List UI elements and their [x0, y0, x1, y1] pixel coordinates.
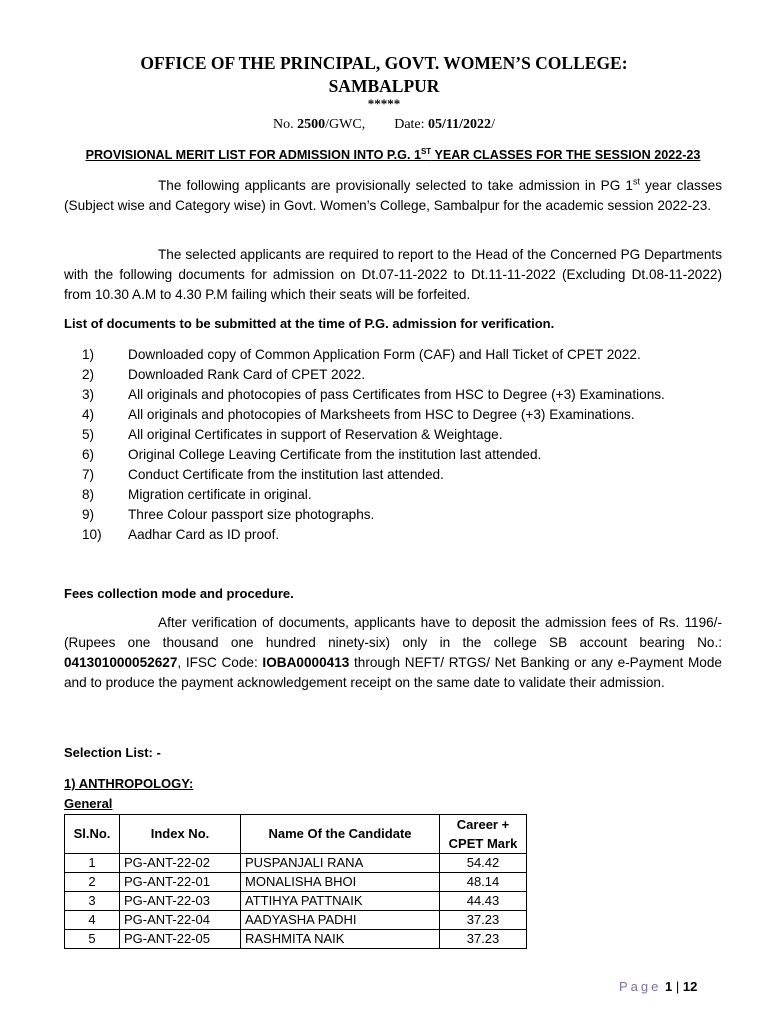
document-item-text: All originals and photocopies of Marksheets from HSC to Degree (+3) Examinations.: [128, 407, 635, 422]
ref-no-value: 2500: [297, 117, 326, 132]
document-item-text: Three Colour passport size photographs.: [128, 507, 375, 522]
cell-mark: 37.23: [440, 911, 527, 930]
document-item-text: Downloaded copy of Common Application Form (CAF) and Hall Ticket of CPET 2022.: [128, 347, 641, 362]
page-separator: |: [675, 979, 680, 994]
para1-pre: The following applicants are provisionally selected to take admission in PG 1: [158, 178, 633, 193]
cell-index: PG-ANT-22-01: [120, 873, 241, 892]
documents-list: [64, 345, 744, 545]
cell-index: PG-ANT-22-04: [120, 911, 241, 930]
report-paragraph: [64, 245, 722, 305]
document-item-text: Downloaded Rank Card of CPET 2022.: [128, 367, 366, 382]
document-item: [64, 345, 744, 365]
heading-pre: PROVISIONAL MERIT LIST FOR ADMISSION INTO P.G. 1: [85, 148, 421, 163]
subject-heading: 1) ANTHROPOLOGY:: [64, 776, 194, 791]
cell-name: AADYASHA PADHI: [241, 911, 440, 930]
fees-text1: After verification of documents, applicants have to deposit the admission fees of Rs. 1196/- (Rupees one thousand one hundred ninety-six) only in the college SB account bearing No.:: [64, 615, 722, 650]
document-item-number: 7): [82, 467, 95, 482]
cell-slno: 1: [65, 854, 120, 873]
document-item-text: Original College Leaving Certificate from the institution last attended.: [128, 447, 542, 462]
cell-mark: 54.42: [440, 854, 527, 873]
table-row: [65, 930, 527, 949]
ref-no-suffix: /GWC,: [325, 117, 366, 132]
cell-index: PG-ANT-22-05: [120, 930, 241, 949]
table-row: [65, 892, 527, 911]
document-item-number: 5): [82, 427, 95, 442]
document-item-number: 6): [82, 447, 95, 462]
document-item: [64, 525, 744, 545]
office-title-line1: OFFICE OF THE PRINCIPAL, GOVT. WOMEN’S COLLEGE:: [140, 53, 628, 73]
cell-mark: 37.23: [440, 930, 527, 949]
table-row: [65, 911, 527, 930]
document-item-text: Migration certificate in original.: [128, 487, 312, 502]
cell-mark: 48.14: [440, 873, 527, 892]
col-header-name: Name Of the Candidate: [241, 815, 440, 854]
document-item: [64, 425, 744, 445]
document-item: [64, 365, 744, 385]
ref-no-label: No.: [273, 117, 298, 132]
page-footer: [619, 979, 697, 994]
page-current: 1: [665, 979, 673, 994]
document-item-number: 8): [82, 487, 95, 502]
document-item-text: Aadhar Card as ID proof.: [128, 527, 280, 542]
table-row: [65, 873, 527, 892]
document-item-number: 2): [82, 367, 95, 382]
document-item-text: Conduct Certificate from the institution last attended.: [128, 467, 444, 482]
para1-sup: st: [632, 176, 640, 187]
para1-post: year classes (Subject wise and Category wise) in Govt. Women’s College, Sambalpur for the academic session 2022-23.: [64, 178, 723, 213]
cell-index: PG-ANT-22-02: [120, 854, 241, 873]
heading-post: YEAR CLASSES FOR THE SESSION 2022-23: [431, 148, 701, 163]
document-item: [64, 445, 744, 465]
page-word: Page: [619, 979, 662, 994]
document-item-number: 10): [82, 527, 102, 542]
cell-name: PUSPANJALI RANA: [241, 854, 440, 873]
title-stars: *****: [367, 96, 401, 111]
col-header-mark: [440, 815, 527, 854]
cell-slno: 5: [65, 930, 120, 949]
cell-index: PG-ANT-22-03: [120, 892, 241, 911]
heading-sup: ST: [420, 147, 432, 156]
fees-text2: , IFSC Code:: [177, 655, 263, 670]
fees-heading: Fees collection mode and procedure.: [64, 586, 294, 601]
document-item-text: All original Certificates in support of Reservation & Weightage.: [128, 427, 503, 442]
selection-heading: Selection List: -: [64, 745, 161, 760]
date-value: 05/11/2022: [428, 117, 492, 132]
col-header-mark-line2: CPET Mark: [448, 836, 518, 851]
table-row: [65, 854, 527, 873]
col-header-slno: Sl.No.: [65, 815, 120, 854]
date-suffix: /: [491, 117, 495, 132]
col-header-index: Index No.: [120, 815, 241, 854]
document-item-text: All originals and photocopies of pass Certificates from HSC to Degree (+3) Examinations.: [128, 387, 665, 402]
document-item-number: 1): [82, 347, 95, 362]
document-item-number: 3): [82, 387, 95, 402]
page-total: 12: [682, 979, 698, 994]
category-heading: General: [64, 796, 113, 811]
cell-mark: 44.43: [440, 892, 527, 911]
ifsc-code: IOBA0000413: [262, 655, 350, 670]
document-item: [64, 385, 744, 405]
para2-text: The selected applicants are required to report to the Head of the Concerned PG Departments with the following documents for admission on Dt.07-11-2022 to Dt.11-11-2022 (Excluding Dt.08-11-2022) from 10.30 A.M to 4.30 P.M failing which their seats will be forfeited.: [64, 247, 722, 302]
documents-heading: List of documents to be submitted at the time of P.G. admission for verification.: [64, 316, 555, 331]
document-item-number: 9): [82, 507, 95, 522]
fees-paragraph: [64, 613, 722, 693]
date-label: Date:: [394, 117, 429, 132]
fees-text3: through NEFT/ RTGS/ Net Banking or any e-Payment Mode and to produce the payment acknowledgement receipt on the same date to validate their admission.: [64, 655, 722, 690]
cell-name: ATTIHYA PATTNAIK: [241, 892, 440, 911]
account-number: 041301000052627: [64, 655, 178, 670]
document-item: [64, 505, 744, 525]
document-item: [64, 485, 744, 505]
document-item: [64, 405, 744, 425]
cell-name: RASHMITA NAIK: [241, 930, 440, 949]
table-header-row: [65, 815, 527, 854]
document-item: [64, 465, 744, 485]
cell-slno: 2: [65, 873, 120, 892]
document-item-number: 4): [82, 407, 95, 422]
col-header-mark-line1: Career +: [456, 817, 510, 832]
office-title-line2: SAMBALPUR: [328, 76, 440, 96]
reference-line: [0, 117, 768, 133]
merit-table: [64, 814, 527, 949]
cell-slno: 4: [65, 911, 120, 930]
merit-list-heading: [64, 147, 722, 162]
intro-paragraph: [64, 176, 722, 216]
cell-slno: 3: [65, 892, 120, 911]
cell-name: MONALISHA BHOI: [241, 873, 440, 892]
